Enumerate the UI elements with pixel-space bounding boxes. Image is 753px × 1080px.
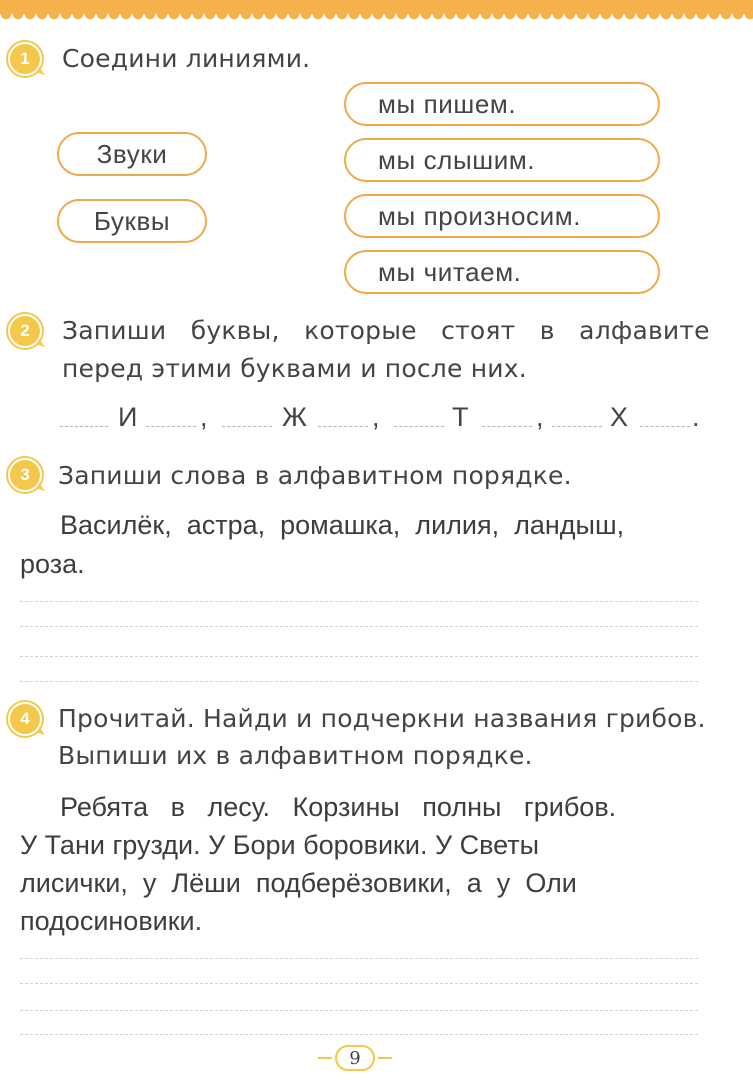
top-decorative-border bbox=[0, 0, 753, 14]
task-4-number-badge: 4 bbox=[8, 702, 42, 736]
task-2-number-badge: 2 bbox=[8, 314, 42, 348]
writing-line[interactable] bbox=[20, 601, 698, 602]
writing-line[interactable] bbox=[20, 681, 698, 682]
pill-right-hear[interactable]: мы слышим. bbox=[344, 138, 660, 182]
pill-right-write[interactable]: мы пишем. bbox=[344, 82, 660, 126]
task-3-instruction: Запиши слова в алфавитном порядке. bbox=[58, 461, 572, 490]
task-4-instruction-line-1: Прочитай. Найди и подчеркни названия грибов. bbox=[58, 704, 706, 733]
blank-after-i[interactable] bbox=[146, 426, 196, 427]
separator-1: , bbox=[200, 402, 208, 432]
task-1-number-badge: 1 bbox=[8, 42, 42, 76]
letter-blanks-row bbox=[60, 400, 700, 440]
writing-line[interactable] bbox=[20, 656, 698, 657]
writing-line[interactable] bbox=[20, 983, 698, 984]
task-4-text-line-2: У Тани грузди. У Бори боровики. У Светы bbox=[20, 830, 540, 860]
task-4-text-line-1: Ребята в лесу. Корзины полны грибов. bbox=[60, 792, 617, 822]
task-2-instruction-line-2: перед этими буквами и после них. bbox=[62, 354, 527, 383]
task-3-number-badge: 3 bbox=[8, 458, 42, 492]
pill-right-pronounce[interactable]: мы произносим. bbox=[344, 194, 660, 238]
blank-before-kh[interactable] bbox=[552, 426, 602, 427]
letter-i: И bbox=[118, 402, 138, 432]
pill-left-letters[interactable]: Буквы bbox=[57, 199, 207, 243]
blank-before-zh[interactable] bbox=[222, 426, 272, 427]
page-number-ornament-right bbox=[378, 1057, 392, 1059]
task-4-text-line-4: подосиновики. bbox=[20, 906, 203, 936]
task-4-instruction-line-2: Выпиши их в алфавитном порядке. bbox=[58, 741, 533, 770]
writing-line[interactable] bbox=[20, 958, 698, 959]
writing-line[interactable] bbox=[20, 626, 698, 627]
letter-zh: Ж bbox=[282, 402, 307, 432]
blank-before-i[interactable] bbox=[60, 426, 108, 427]
task-2-instruction-line-1: Запиши буквы, которые стоят в алфавите bbox=[62, 316, 710, 345]
separator-3: , bbox=[536, 402, 544, 432]
task-3-text-line-1: Василёк, астра, ромашка, лилия, ландыш, bbox=[60, 510, 625, 540]
letter-t: Т bbox=[452, 402, 469, 432]
task-4-text-line-3: лисички, у Лёши подберёзовики, а у Оли bbox=[20, 868, 577, 898]
pill-right-read[interactable]: мы читаем. bbox=[344, 250, 660, 294]
blank-after-t[interactable] bbox=[482, 426, 532, 427]
top-wave-border bbox=[0, 14, 753, 22]
writing-line[interactable] bbox=[20, 1034, 698, 1035]
page-number-ornament-left bbox=[318, 1057, 332, 1059]
separator-4: . bbox=[692, 402, 700, 432]
blank-after-zh[interactable] bbox=[318, 426, 368, 427]
writing-line[interactable] bbox=[20, 1010, 698, 1011]
blank-after-kh[interactable] bbox=[640, 426, 690, 427]
task-1-instruction: Соедини линиями. bbox=[62, 44, 311, 73]
task-3-text-line-2: роза. bbox=[20, 549, 85, 579]
separator-2: , bbox=[372, 402, 380, 432]
letter-kh: Х bbox=[610, 402, 629, 432]
page-number: 9 bbox=[335, 1045, 375, 1071]
blank-before-t[interactable] bbox=[394, 426, 444, 427]
pill-left-sounds[interactable]: Звуки bbox=[57, 132, 207, 176]
